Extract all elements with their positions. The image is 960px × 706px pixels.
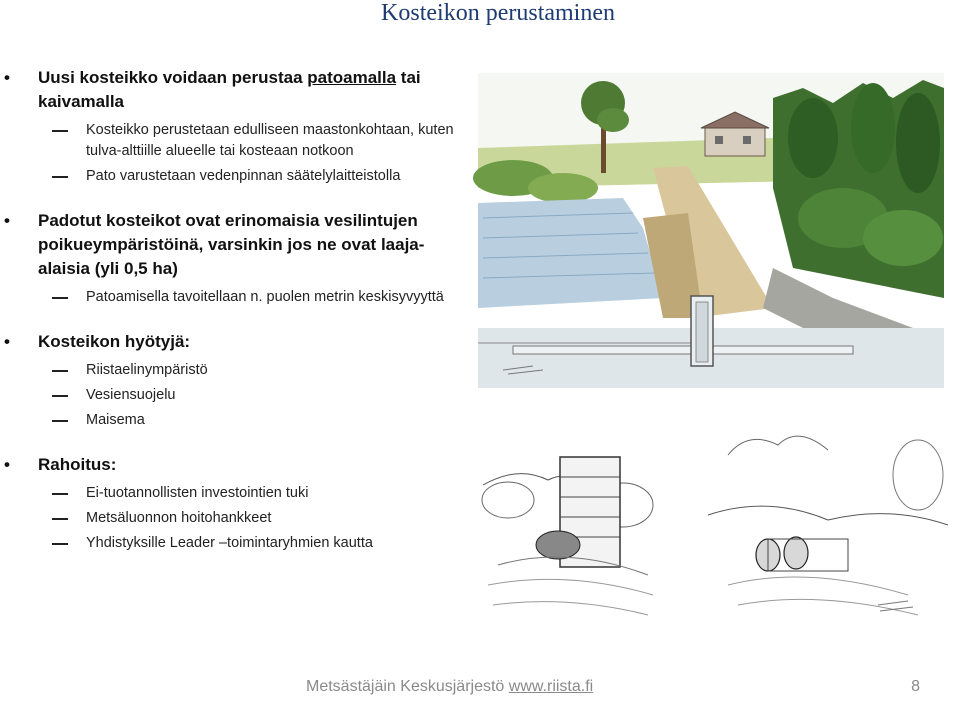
sub-bullet-text: Metsäluonnon hoitohankkeet: [86, 510, 272, 526]
sub-bullet: [0, 287, 470, 308]
dash-icon: [52, 493, 68, 495]
bullet-group-4: [0, 453, 470, 554]
dash-icon: [52, 543, 68, 545]
dash-icon: [52, 297, 68, 299]
bullet-main-1-link: patoamalla: [307, 68, 397, 87]
bullet-group-3: [0, 330, 470, 431]
bullet-main-3: [0, 330, 470, 354]
sub-bullet-text: Yhdistyksille Leader –toimintaryhmien kautta: [86, 535, 373, 551]
bullet-main-2-text: Padotut kosteikot ovat erinomaisia vesilintujen poikueympäristöinä, varsinkin jos ne ovat laaja-alaisia (yli 0,5 ha): [38, 211, 425, 278]
sub-bullet-text: Pato varustetaan vedenpinnan säätelylaitteistolla: [86, 168, 401, 184]
sub-bullet: [0, 483, 470, 504]
sub-bullet-text: Riistaelinympäristö: [86, 362, 208, 378]
sub-bullet: [0, 360, 470, 381]
bullet-dot-icon: •: [4, 211, 10, 230]
bullet-dot-icon: •: [4, 68, 10, 87]
page-number: 8: [911, 678, 920, 695]
bullet-main-1-pre: Uusi kosteikko voidaan perustaa: [38, 68, 308, 87]
dash-icon: [52, 130, 68, 132]
sub-bullet: [0, 385, 470, 406]
sketch-weir-illustration: [478, 445, 660, 625]
bullet-group-2: [0, 209, 470, 308]
sub-bullet-text: Kosteikko perustetaan edulliseen maastonkohtaan, kuten tulva-alttiille alueelle tai kosteaan notkoon: [86, 122, 454, 159]
sub-bullet: [0, 508, 470, 529]
colored-dam-landscape-illustration: [473, 68, 949, 400]
sub-bullet-text: Ei-tuotannollisten investointien tuki: [86, 485, 309, 501]
footer-org: Metsästäjäin Keskusjärjestö: [306, 678, 509, 695]
dash-icon: [52, 518, 68, 520]
bullet-main-1-post: tai kaivamalla: [38, 68, 421, 111]
sub-bullet: [0, 410, 470, 431]
bullet-main-2: [0, 209, 470, 281]
sub-bullet: [0, 120, 470, 162]
footer-link[interactable]: www.riista.fi: [508, 678, 594, 695]
bullet-list: [0, 66, 470, 576]
sub-bullet: [0, 166, 470, 187]
dash-icon: [52, 370, 68, 372]
dash-icon: [52, 395, 68, 397]
bullet-main-1: [0, 66, 470, 114]
bullet-main-4-text: Rahoitus:: [38, 455, 117, 474]
bullet-dot-icon: •: [4, 455, 10, 474]
sub-bullet-text: Patoamisella tavoitellaan n. puolen metrin keskisyvyyttä: [86, 289, 444, 305]
sub-bullet: [0, 533, 470, 554]
footer: [306, 678, 593, 696]
bullet-main-4: [0, 453, 470, 477]
bullet-dot-icon: •: [4, 332, 10, 351]
bullet-group-1: [0, 66, 470, 187]
sub-bullet-text: Maisema: [86, 412, 145, 428]
bullet-main-3-text: Kosteikon hyötyjä:: [38, 332, 191, 351]
sub-bullet-text: Vesiensuojelu: [86, 387, 176, 403]
dash-icon: [52, 420, 68, 422]
sketch-culvert-illustration: [708, 425, 948, 625]
dash-icon: [52, 176, 68, 178]
slide-title: Kosteikon perustaminen: [381, 0, 615, 26]
